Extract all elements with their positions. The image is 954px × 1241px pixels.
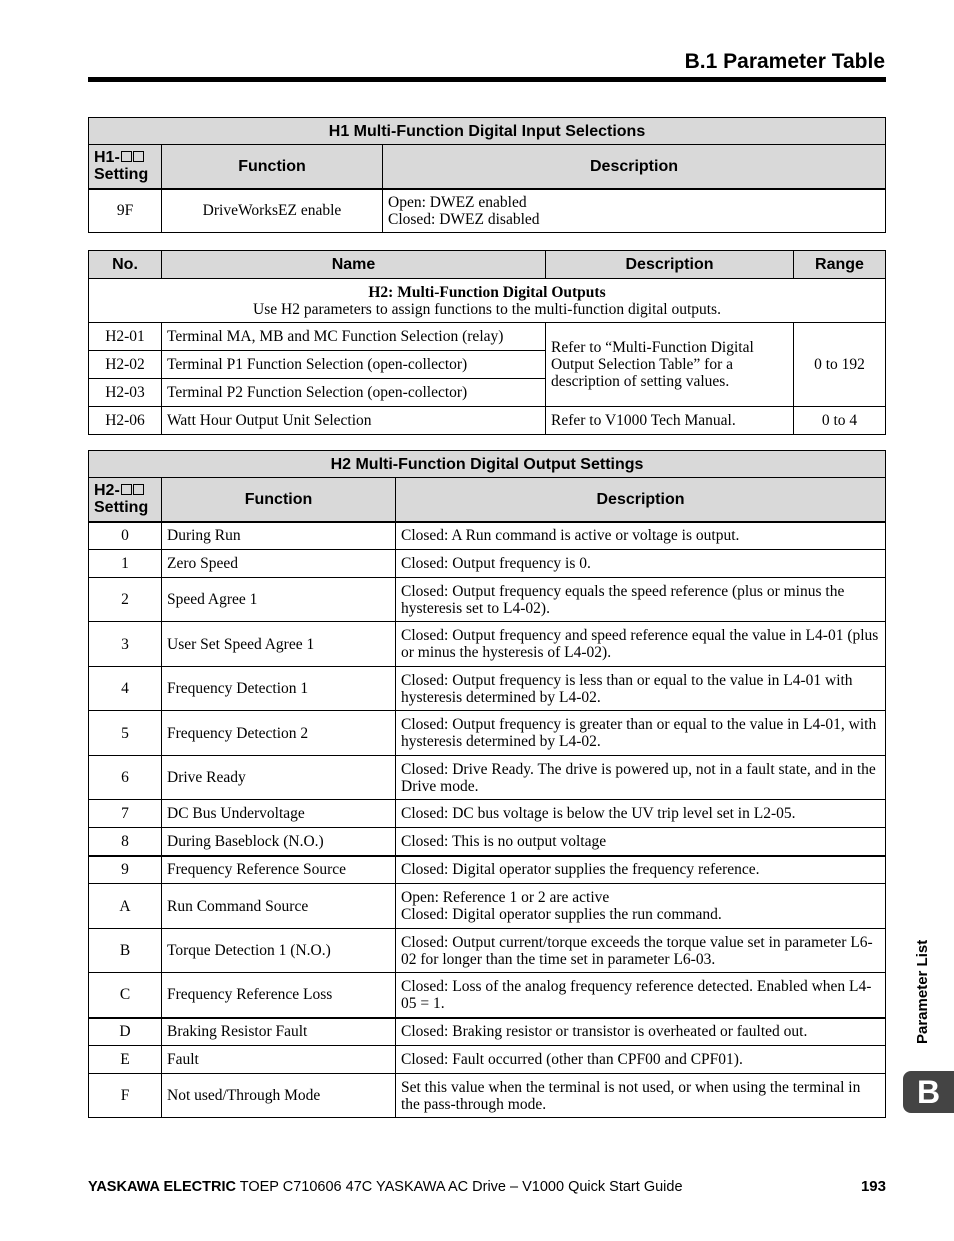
- table-row: [89, 578, 886, 622]
- param-name-cell: Terminal MA, MB and MC Function Selection (relay): [162, 323, 546, 351]
- description-cell: Open: Reference 1 or 2 are active Closed: Digital operator supplies the run command.: [396, 884, 886, 929]
- function-cell: During Run: [162, 522, 396, 550]
- function-cell: Frequency Detection 2: [162, 711, 396, 756]
- setting-cell: 3: [89, 622, 162, 667]
- param-no-cell: H2-02: [89, 351, 162, 379]
- section-subheading: Use H2 parameters to assign functions to the multi-function digital outputs.: [253, 300, 721, 318]
- param-name-cell: Terminal P2 Function Selection (open-collector): [162, 379, 546, 407]
- function-cell: Run Command Source: [162, 884, 396, 929]
- table-row: [89, 189, 886, 233]
- range-header: Range: [794, 251, 886, 279]
- section-heading-cell: [89, 279, 886, 323]
- h2-setting-header: H2- Setting: [89, 478, 162, 522]
- function-cell: Frequency Reference Loss: [162, 973, 396, 1018]
- h1-setting-header: H1- Setting: [89, 145, 162, 189]
- setting-cell: F: [89, 1074, 162, 1118]
- table-row: [89, 828, 886, 856]
- setting-cell: C: [89, 973, 162, 1018]
- setting-cell: 0: [89, 522, 162, 550]
- no-header: No.: [89, 251, 162, 279]
- section-heading: H2: Multi-Function Digital Outputs: [368, 283, 606, 301]
- function-cell: Zero Speed: [162, 550, 396, 578]
- name-header: Name: [162, 251, 546, 279]
- h1-description-header: Description: [383, 145, 886, 189]
- table-row: [89, 1018, 886, 1046]
- h2-description-header: Description: [396, 478, 886, 522]
- setting-cell: 1: [89, 550, 162, 578]
- table-row: [89, 800, 886, 828]
- function-cell: During Baseblock (N.O.): [162, 828, 396, 856]
- h1-selections-table: [88, 117, 886, 233]
- header-rule: [88, 77, 886, 82]
- description-cell: Closed: This is no output voltage: [396, 828, 886, 856]
- table-row: [89, 407, 886, 435]
- h1-function-header: Function: [162, 145, 383, 189]
- param-no-cell: H2-03: [89, 379, 162, 407]
- setting-cell: D: [89, 1018, 162, 1046]
- table-row: [89, 550, 886, 578]
- placeholder-box-icon: [121, 151, 132, 162]
- param-description-cell: Refer to V1000 Tech Manual.: [546, 407, 794, 435]
- h1-table-caption: H1 Multi-Function Digital Input Selections: [89, 118, 886, 145]
- setting-cell: B: [89, 929, 162, 973]
- setting-cell: 9: [89, 856, 162, 884]
- table-row: [89, 973, 886, 1018]
- function-cell: Torque Detection 1 (N.O.): [162, 929, 396, 973]
- setting-cell: 2: [89, 578, 162, 622]
- param-range-cell: 0 to 4: [794, 407, 886, 435]
- param-name-cell: Watt Hour Output Unit Selection: [162, 407, 546, 435]
- description-cell: Closed: Loss of the analog frequency reference detected. Enabled when L4-05 = 1.: [396, 973, 886, 1018]
- description-cell: Closed: A Run command is active or voltage is output.: [396, 522, 886, 550]
- param-no-cell: H2-06: [89, 407, 162, 435]
- function-cell: Speed Agree 1: [162, 578, 396, 622]
- description-header: Description: [546, 251, 794, 279]
- setting-cell: 4: [89, 667, 162, 711]
- function-cell: Drive Ready: [162, 756, 396, 800]
- side-section-label: Parameter List: [914, 939, 931, 1044]
- placeholder-box-icon: [121, 484, 132, 495]
- function-cell: Frequency Detection 1: [162, 667, 396, 711]
- table-row: [89, 711, 886, 756]
- h2-table-caption: H2 Multi-Function Digital Output Settings: [89, 451, 886, 478]
- description-cell: Closed: Braking resistor or transistor is overheated or faulted out.: [396, 1018, 886, 1046]
- description-cell: Closed: Output frequency is less than or equal to the value in L4-01 with hysteresis determined by L4-02.: [396, 667, 886, 711]
- table-row: [89, 522, 886, 550]
- function-cell: Braking Resistor Fault: [162, 1018, 396, 1046]
- setting-cell: 7: [89, 800, 162, 828]
- table-row: [89, 323, 886, 351]
- param-name-cell: Terminal P1 Function Selection (open-collector): [162, 351, 546, 379]
- setting-cell: 9F: [89, 189, 162, 233]
- description-cell: Set this value when the terminal is not used, or when using the terminal in the pass-through mode.: [396, 1074, 886, 1118]
- function-cell: DriveWorksEZ enable: [162, 189, 383, 233]
- description-cell: Closed: Fault occurred (other than CPF00 and CPF01).: [396, 1046, 886, 1074]
- setting-cell: 6: [89, 756, 162, 800]
- setting-cell: 5: [89, 711, 162, 756]
- function-cell: Fault: [162, 1046, 396, 1074]
- footer-document-title: TOEP C710606 47C YASKAWA AC Drive – V1000 Quick Start Guide: [239, 1179, 683, 1195]
- function-cell: User Set Speed Agree 1: [162, 622, 396, 667]
- function-cell: Frequency Reference Source: [162, 856, 396, 884]
- h2-settings-table: [88, 450, 886, 1118]
- function-cell: Not used/Through Mode: [162, 1074, 396, 1118]
- placeholder-box-icon: [133, 151, 144, 162]
- setting-cell: 8: [89, 828, 162, 856]
- description-cell: Closed: Output frequency is greater than or equal to the value in L4-01, with hysteresis determined by L4-02.: [396, 711, 886, 756]
- placeholder-box-icon: [133, 484, 144, 495]
- table-row: [89, 667, 886, 711]
- description-cell: Closed: Output frequency equals the speed reference (plus or minus the hysteresis set to L4-02).: [396, 578, 886, 622]
- setting-cell: E: [89, 1046, 162, 1074]
- setting-cell: A: [89, 884, 162, 929]
- param-range-cell: 0 to 192: [794, 323, 886, 407]
- description-cell: Closed: DC bus voltage is below the UV trip level set in L2-05.: [396, 800, 886, 828]
- appendix-tab: B: [903, 1071, 954, 1113]
- table-row: [89, 622, 886, 667]
- param-no-cell: H2-01: [89, 323, 162, 351]
- description-cell: Closed: Digital operator supplies the frequency reference.: [396, 856, 886, 884]
- table-row: [89, 756, 886, 800]
- table-row: [89, 929, 886, 973]
- table-row: [89, 1074, 886, 1118]
- table-row: [89, 1046, 886, 1074]
- section-title: B.1 Parameter Table: [684, 50, 885, 73]
- description-cell: Closed: Output frequency and speed reference equal the value in L4-01 (plus or minus the hysteresis of L4-02).: [396, 622, 886, 667]
- description-cell: Open: DWEZ enabled Closed: DWEZ disabled: [383, 189, 886, 233]
- param-description-cell: Refer to “Multi-Function Digital Output Selection Table” for a description of setting values.: [546, 323, 794, 407]
- footer-brand: YASKAWA ELECTRIC: [88, 1179, 236, 1195]
- description-cell: Closed: Output current/torque exceeds the torque value set in parameter L6-02 for longer than the time set in parameter L6-03.: [396, 929, 886, 973]
- h2-parameters-table: [88, 250, 886, 435]
- table-row: [89, 884, 886, 929]
- description-cell: Closed: Output frequency is 0.: [396, 550, 886, 578]
- table-row: [89, 856, 886, 884]
- description-cell: Closed: Drive Ready. The drive is powered up, not in a fault state, and in the Drive mode.: [396, 756, 886, 800]
- page-number: 193: [860, 1178, 886, 1195]
- footer: [88, 1179, 683, 1195]
- function-cell: DC Bus Undervoltage: [162, 800, 396, 828]
- h2-function-header: Function: [162, 478, 396, 522]
